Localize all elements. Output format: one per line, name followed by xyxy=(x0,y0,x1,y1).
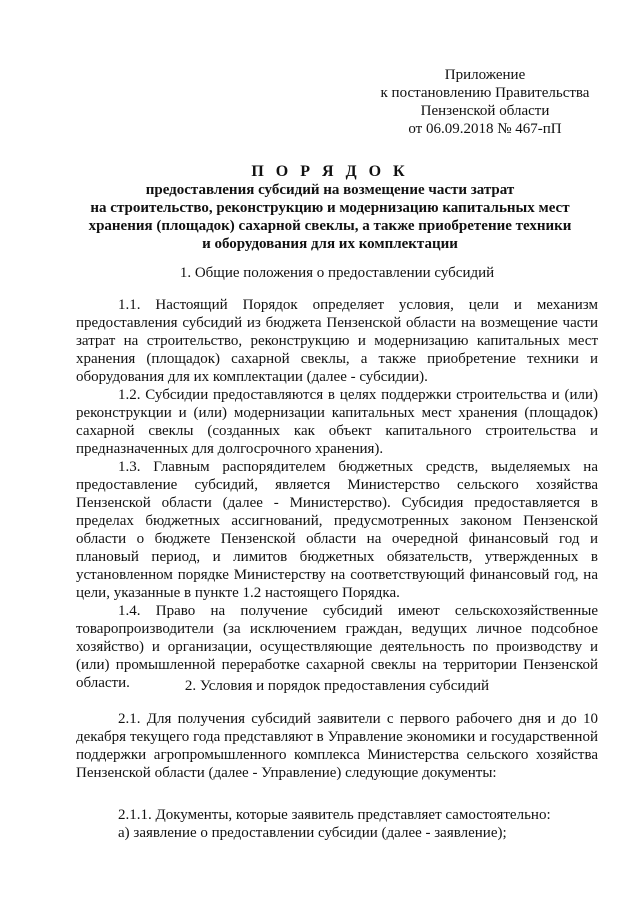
appendix-line: к постановлению Правительства xyxy=(380,85,590,101)
section-2 xyxy=(76,677,598,695)
title-main: П О Р Я Д О К xyxy=(251,163,409,180)
section-1-body xyxy=(76,296,598,692)
title-subline: предоставления субсидий на возмещение части затрат xyxy=(145,182,515,198)
section-1-heading: 1. Общие положения о предоставлении субсидий xyxy=(179,265,495,281)
appendix-line: Приложение xyxy=(444,67,526,83)
title-subline: хранения (площадок) сахарной свеклы, а также приобретение техники xyxy=(88,218,572,234)
paragraph-1-3: 1.3. Главным распорядителем бюджетных средств, выделяемых на предоставление субсидий, является Министерство сельского хозяйства Пензенской области (далее - Министерство). Субсидия предоставляется в пределах бюджетных ассигнований, предусмотренных законом Пензенской области о бюджете Пензенской области на очередной финансовый год и плановый период, и лимитов бюджетных обязательств, утвержденных в установленном порядке Министерству на соответствующий финансовый год, на цели, указанные в пункте 1.2 настоящего Порядка. xyxy=(76,459,598,601)
paragraph-2-1: 2.1. Для получения субсидий заявители с первого рабочего дня и до 10 декабря текущего года представляют в Управление экономики и государственной поддержки агропромышленного комплекса Министерства сельского хозяйства Пензенской области (далее - Управление) следующие документы: xyxy=(76,711,598,781)
title-subline: и оборудования для их комплектации xyxy=(202,236,458,252)
paragraph-2-1-1: 2.1.1. Документы, которые заявитель представляет самостоятельно: xyxy=(118,807,551,823)
paragraph-1-1: 1.1. Настоящий Порядок определяет условия, цели и механизм предоставления субсидий из бюджета Пензенской области на возмещение части затрат на строительство, реконструкцию и модернизацию капитальных мест хранения (площадок) сахарной свеклы, а также приобретение техники и оборудования для их комплектации (далее - субсидии). xyxy=(76,297,598,385)
title-subline: на строительство, реконструкцию и модернизацию капитальных мест xyxy=(90,200,570,216)
section-1 xyxy=(76,264,598,282)
appendix-block xyxy=(360,66,610,138)
list-item-a: а) заявление о предоставлении субсидии (далее - заявление); xyxy=(118,825,507,841)
document-title xyxy=(60,163,600,253)
appendix-line: Пензенской области xyxy=(420,103,550,119)
section-2-heading: 2. Условия и порядок предоставления субсидий xyxy=(184,678,490,694)
section-2-body xyxy=(76,710,598,782)
paragraph-1-4: 1.4. Право на получение субсидий имеют сельскохозяйственные товаропроизводители (за исключением граждан, ведущих личное подсобное хозяйство) и организации, осуществляющие деятельность по производству и (или) промышленной переработке сахарной свеклы на территории Пензенской области. xyxy=(76,603,598,691)
section-2-items xyxy=(76,806,598,842)
paragraph-1-2: 1.2. Субсидии предоставляются в целях поддержки строительства и (или) реконструкции и (или) модернизации капитальных мест хранения (площадок) сахарной свеклы (созданных как объект капитального строительства и предназначенных для долгосрочного хранения). xyxy=(76,387,598,457)
appendix-line: от 06.09.2018 № 467-пП xyxy=(408,121,562,137)
